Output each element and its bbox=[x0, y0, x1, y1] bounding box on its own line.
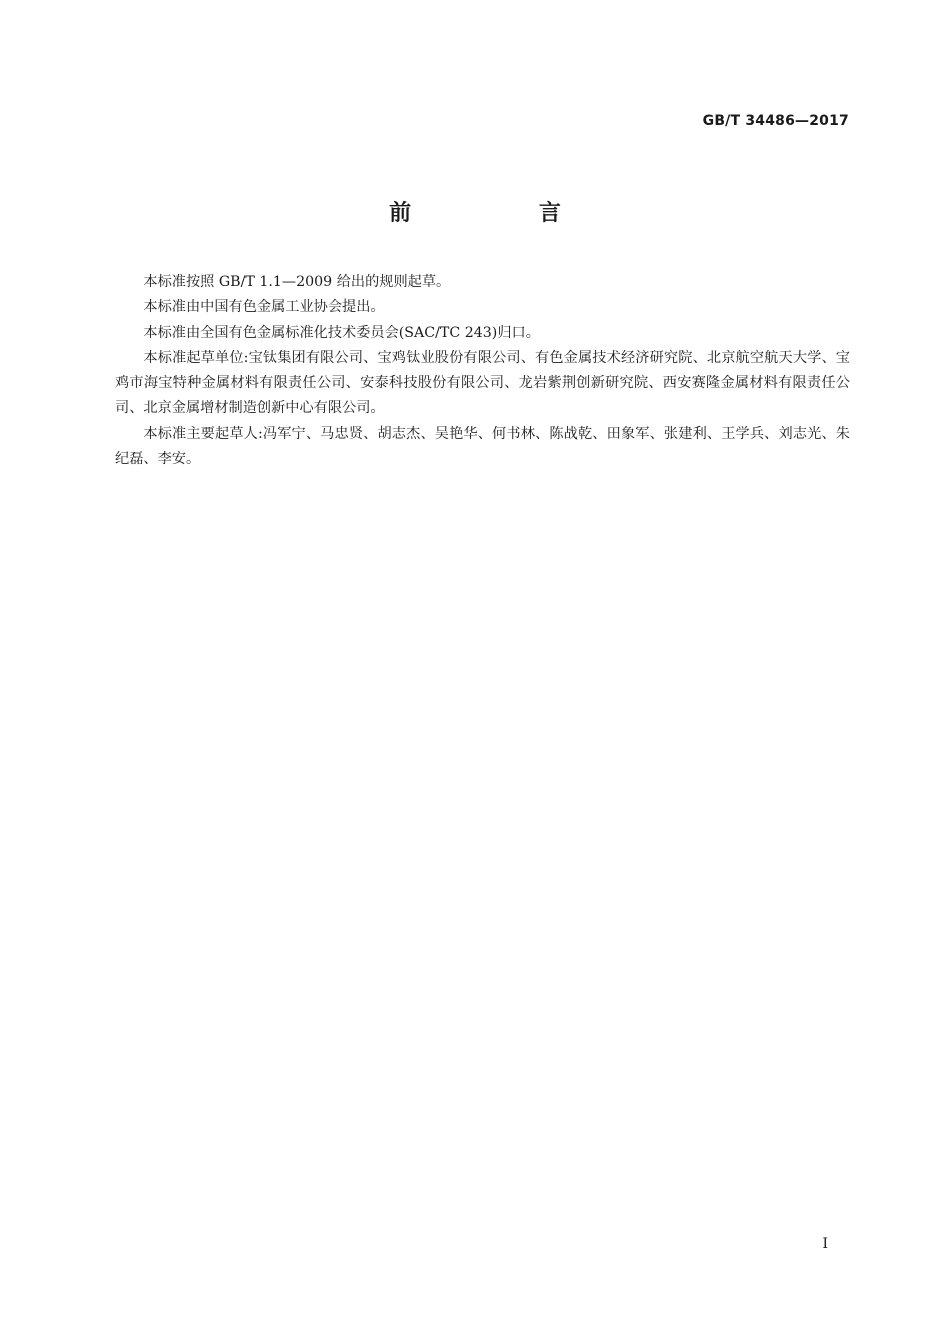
standard-code: GB/T 34486—2017 bbox=[702, 113, 849, 129]
paragraph-drafting-units: 本标准起草单位:宝钛集团有限公司、宝鸡钛业股份有限公司、有色金属技术经济研究院、北京航空航天大学、宝鸡市海宝特种金属材料有限责任公司、安泰科技股份有限公司、龙岩紫荆创新研究院、西安赛隆金属材料有限责任公司、北京金属增材制造创新中心有限公司。 bbox=[115, 349, 850, 417]
page-title: 前 言 bbox=[389, 201, 621, 226]
paragraph-centralized-unit: 本标准由全国有色金属标准化技术委员会(SAC/TC 243)归口。 bbox=[143, 324, 540, 341]
paragraph-main-drafters: 本标准主要起草人:冯军宁、马忠贤、胡志杰、吴艳华、何书林、陈战乾、田象军、张建利、王学兵、刘志光、朱纪磊、李安。 bbox=[115, 425, 850, 468]
paragraph-proposer: 本标准由中国有色金属工业协会提出。 bbox=[143, 299, 385, 316]
foreword-body bbox=[115, 270, 850, 472]
paragraph-drafting-rules: 本标准按照 GB/T 1.1—2009 给出的规则起草。 bbox=[143, 274, 451, 290]
page-number: I bbox=[822, 1236, 828, 1252]
